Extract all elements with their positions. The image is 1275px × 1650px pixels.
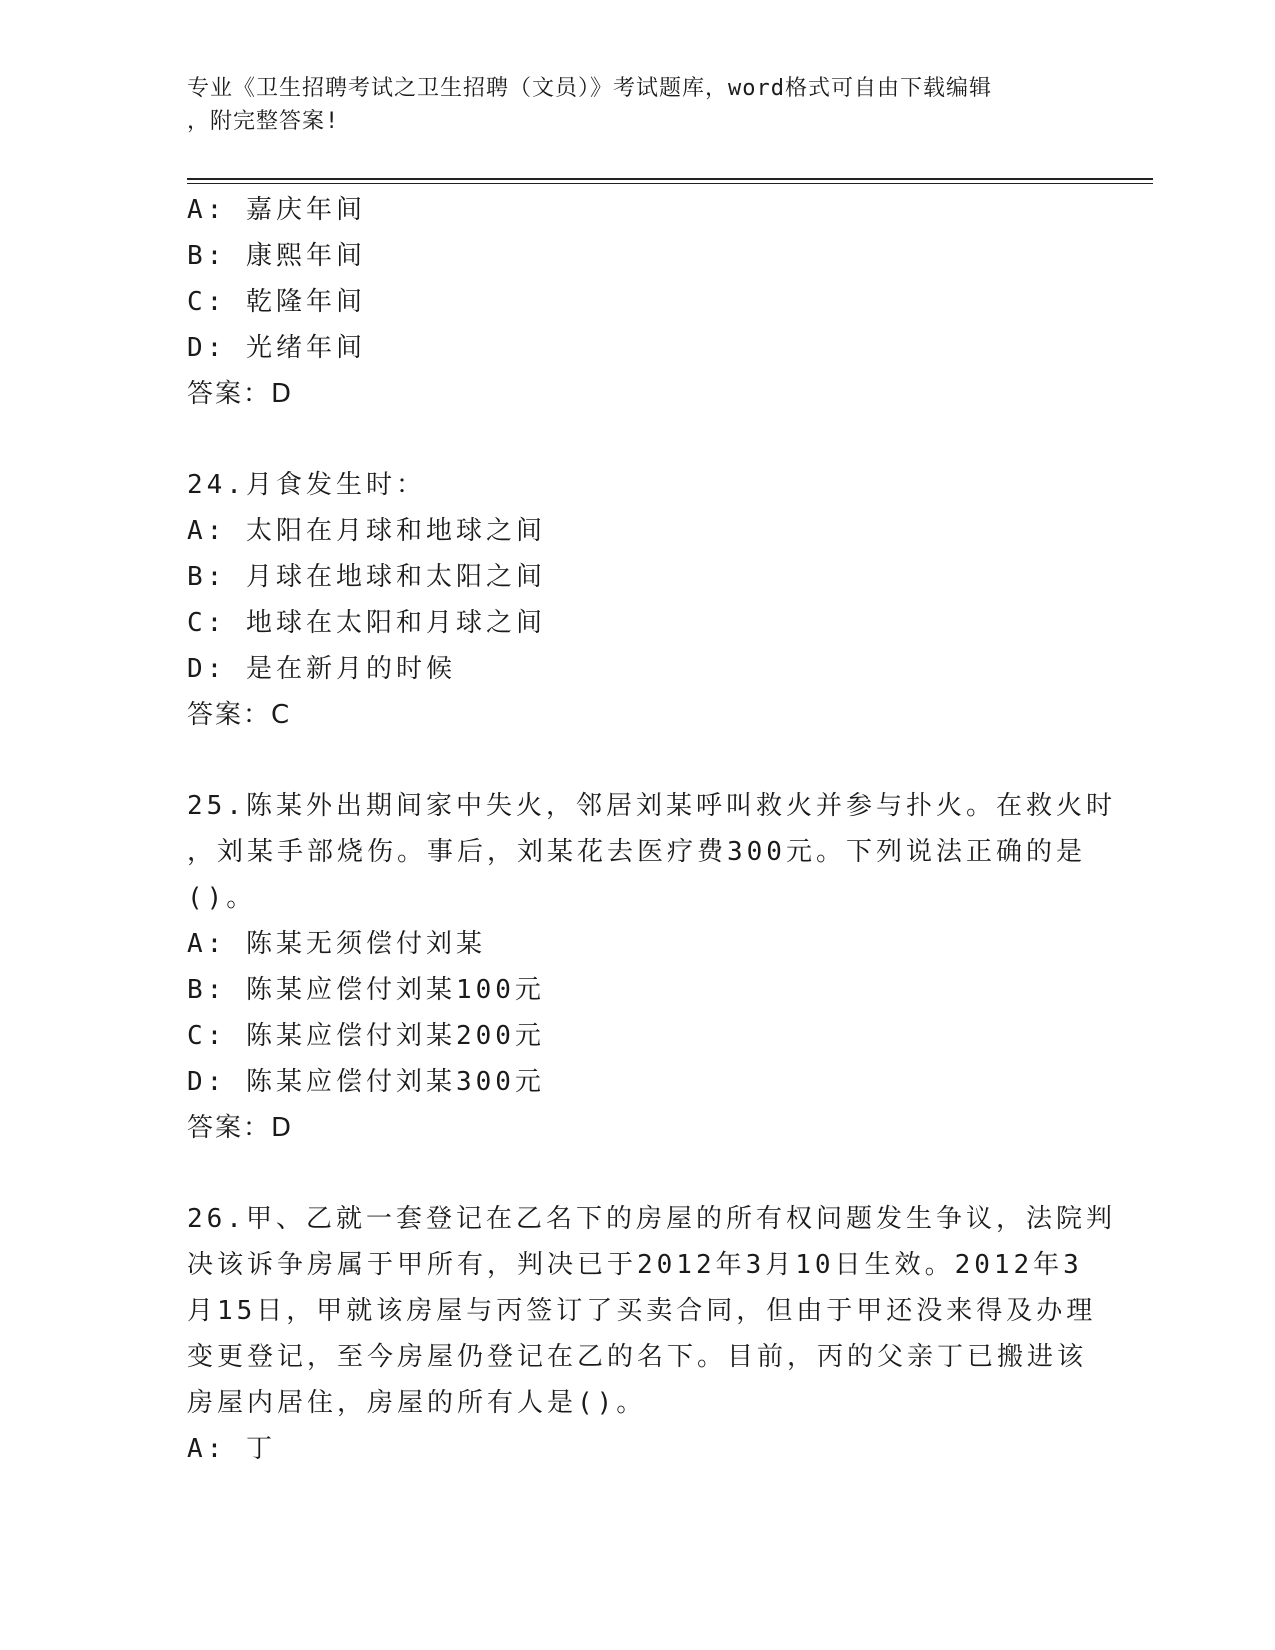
- question-text-line-2: 决该诉争房属于甲所有，判决已于2012年3月10日生效。2012年3: [187, 1250, 1083, 1280]
- option-b: B: 陈某应偿付刘某100元: [187, 975, 545, 1005]
- option-c: C: 地球在太阳和月球之间: [187, 608, 546, 638]
- option-d: D: 是在新月的时候: [187, 654, 456, 684]
- answer: 答案：C: [187, 700, 292, 730]
- header-line-2: ，附完整答案!: [187, 109, 340, 134]
- option-a: A: 陈某无须偿付刘某: [187, 929, 486, 959]
- question-text-line-4: 变更登记，至今房屋仍登记在乙的名下。目前，丙的父亲丁已搬进该: [187, 1342, 1088, 1372]
- question-26: [187, 1196, 1116, 1472]
- question-text-line-2: ，刘某手部烧伤。事后，刘某花去医疗费300元。下列说法正确的是: [187, 837, 1086, 867]
- question-text-line-5: 房屋内居住，房屋的所有人是()。: [187, 1388, 647, 1418]
- spacer: [187, 417, 1087, 462]
- option-a: A: 嘉庆年间: [187, 195, 366, 225]
- question-25: [187, 783, 1116, 1151]
- option-b: B: 康熙年间: [187, 241, 366, 271]
- header-line-1: 专业《卫生招聘考试之卫生招聘（文员）》考试题库，word格式可自由下载编辑: [187, 76, 992, 101]
- question-text-line-1: 26.甲、乙就一套登记在乙名下的房屋的所有权问题发生争议，法院判: [187, 1204, 1116, 1234]
- question-text-line-3: ()。: [187, 883, 257, 913]
- option-a: A: 太阳在月球和地球之间: [187, 516, 546, 546]
- question-text: 24.月食发生时：: [187, 470, 426, 500]
- question-24: [187, 462, 1087, 738]
- question-list: [187, 187, 1116, 1472]
- option-b: B: 月球在地球和太阳之间: [187, 562, 546, 592]
- spacer: [187, 1151, 1087, 1196]
- option-d: D: 陈某应偿付刘某300元: [187, 1067, 545, 1097]
- question-text-line-3: 月15日，甲就该房屋与丙签订了买卖合同，但由于甲还没来得及办理: [187, 1296, 1097, 1326]
- answer: 答案：D: [187, 379, 294, 409]
- option-d: D: 光绪年间: [187, 333, 366, 363]
- header-divider: [187, 178, 1153, 184]
- option-c: C: 乾隆年间: [187, 287, 366, 317]
- question-text-line-1: 25.陈某外出期间家中失火，邻居刘某呼叫救火并参与扑火。在救火时: [187, 791, 1116, 821]
- document-header: [187, 72, 1067, 138]
- spacer: [187, 738, 1087, 783]
- question-23: [187, 187, 1087, 417]
- answer: 答案：D: [187, 1113, 294, 1143]
- option-a: A: 丁: [187, 1434, 276, 1464]
- option-c: C: 陈某应偿付刘某200元: [187, 1021, 545, 1051]
